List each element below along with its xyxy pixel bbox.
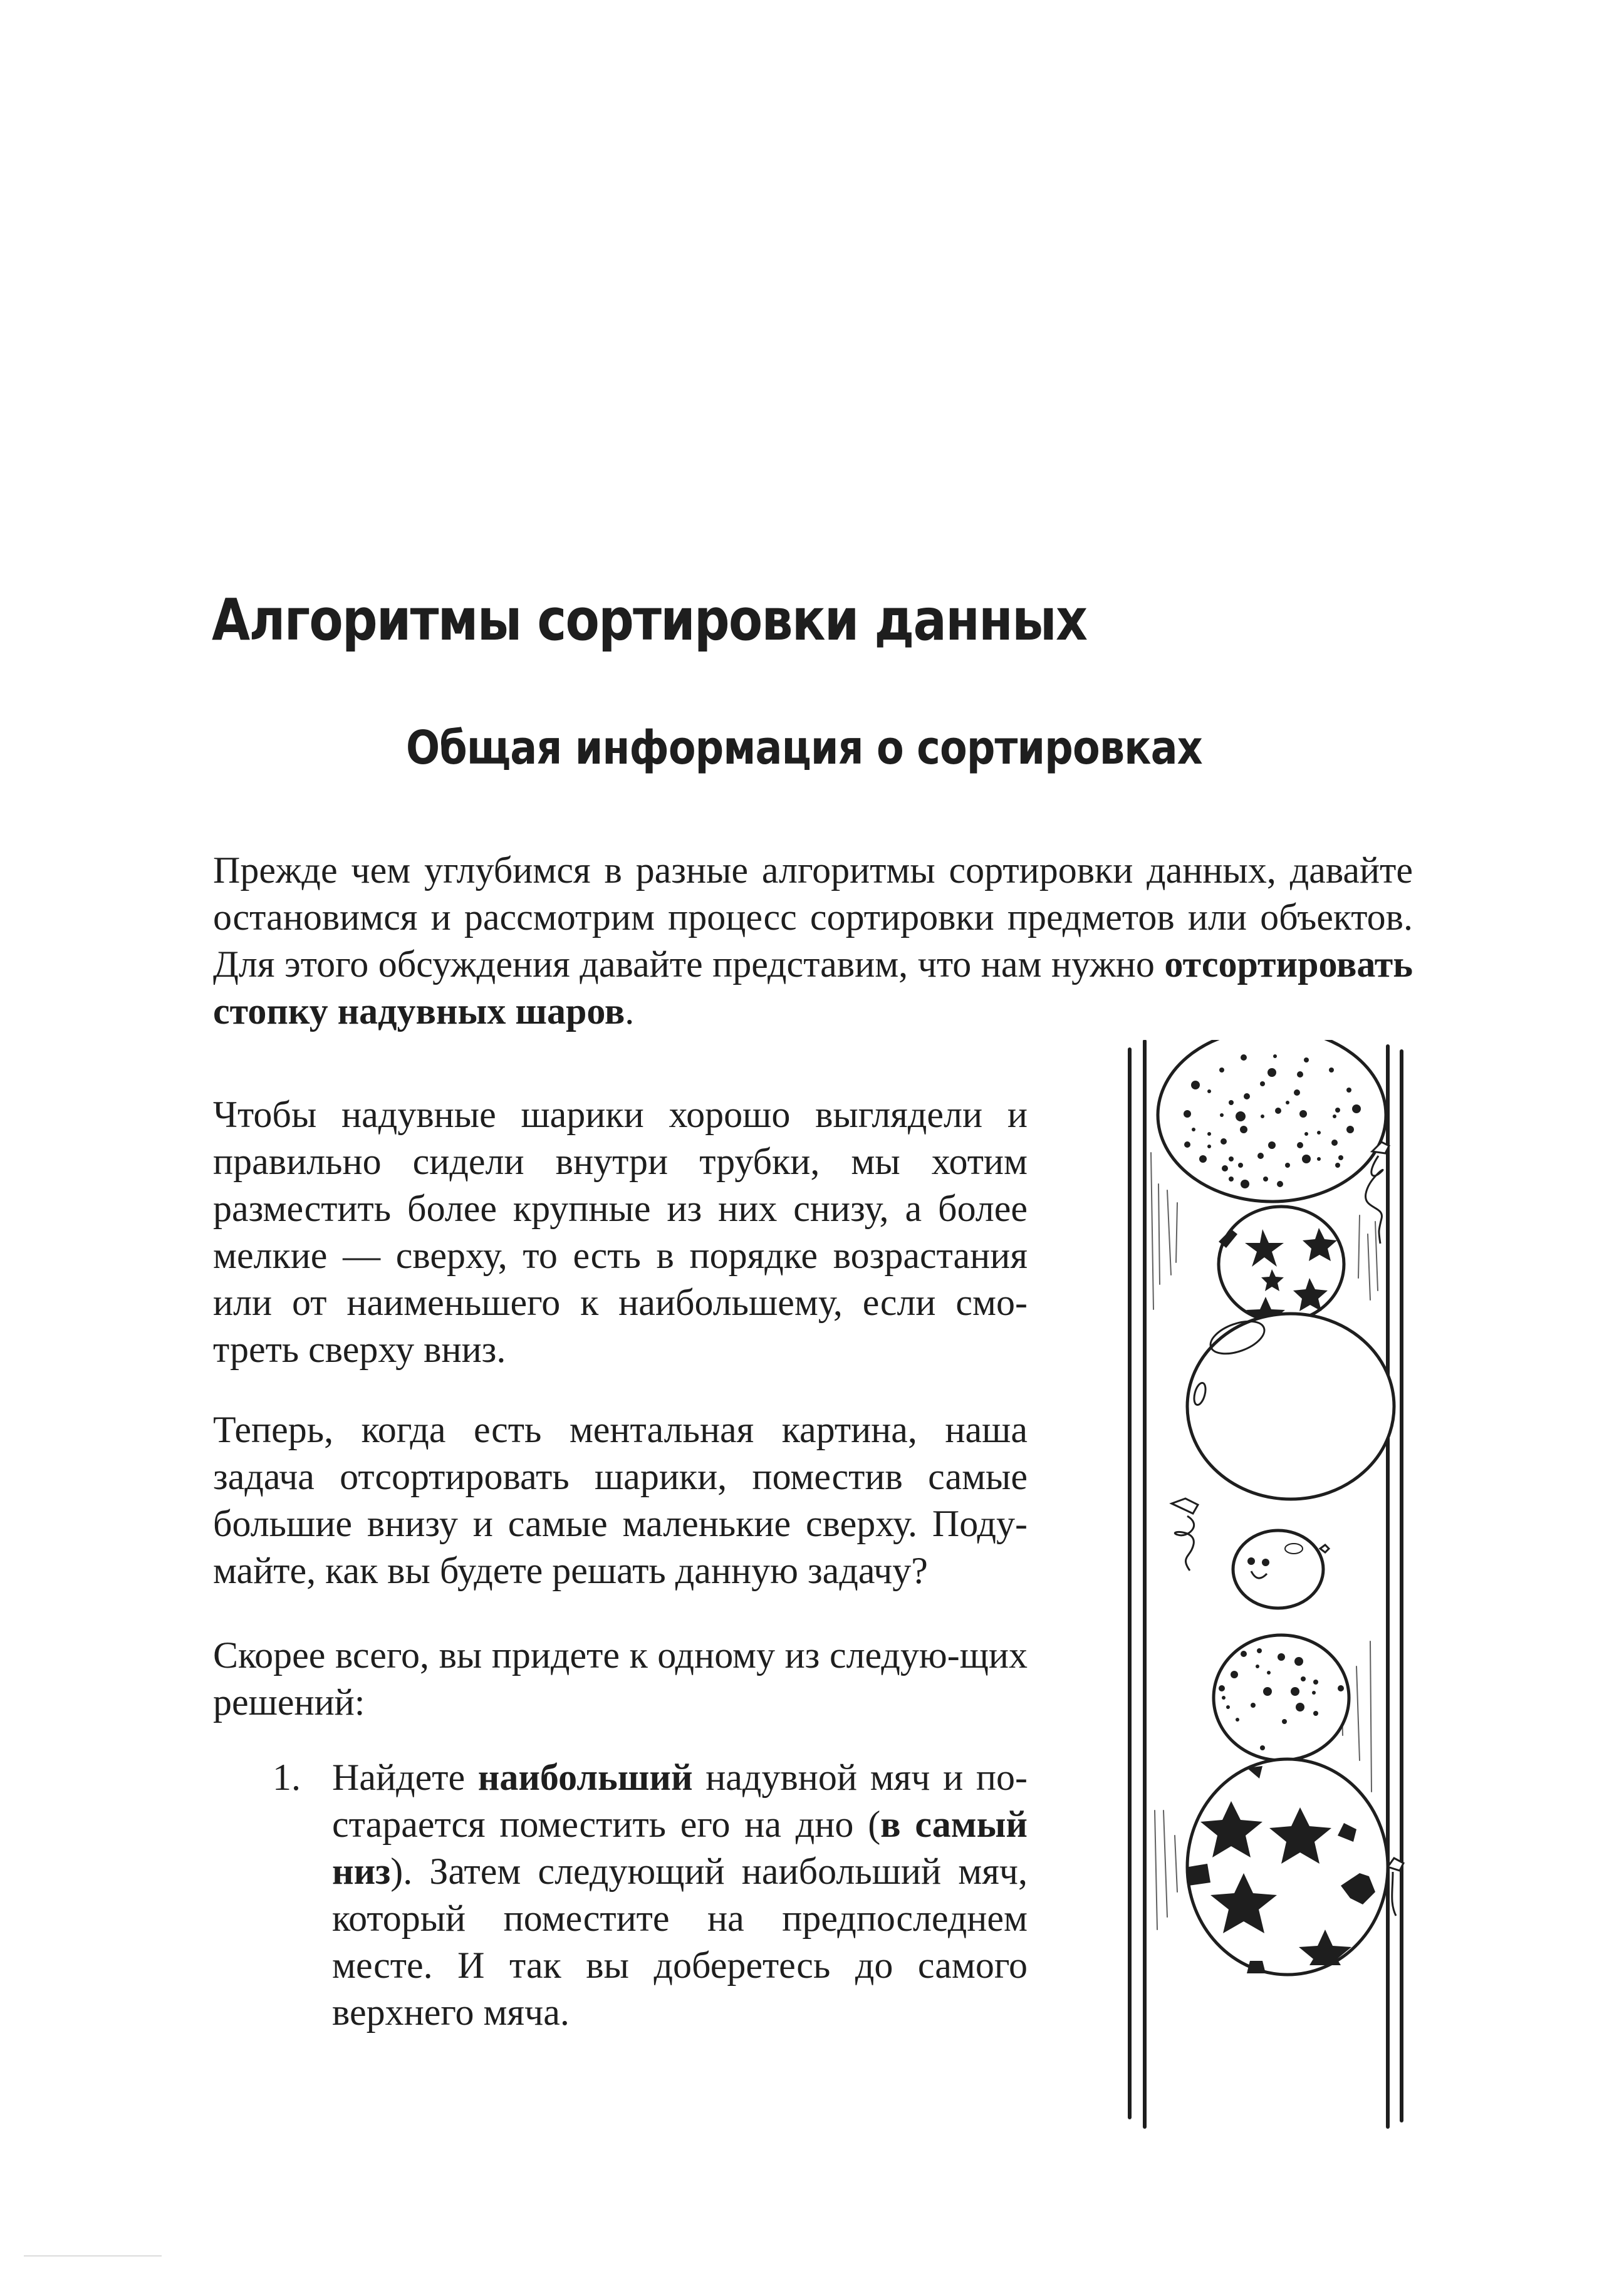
balloon-dotted-small xyxy=(1214,1635,1349,1760)
balloons-in-tube-icon xyxy=(1112,1040,1425,2130)
balloon-stars-small xyxy=(1219,1207,1344,1325)
list-item xyxy=(213,1754,1028,2036)
intro-bold-phrase: отсортировать стопку надувных шаров xyxy=(213,943,1413,1032)
section-subtitle: Общая информация о сортировках xyxy=(406,721,1202,775)
list-text-2: надувной мяч и по-старается поместить его на дно ( xyxy=(332,1757,1028,1845)
list-text-3: ). Затем следующий наибольший мяч, который поместите на предпоследнем месте. И так вы доберетесь до самого верхнего мяча. xyxy=(332,1851,1028,2033)
intro-text-start: Прежде чем углубимся в разные алгоритмы сортировки данных, давайте остановимся и рассмотрим процесс сортировки предметов или объектов. Для этого обсуждения давайте представим, что нам нужно xyxy=(213,849,1413,985)
solutions-list xyxy=(213,1754,1028,2036)
list-number: 1. xyxy=(273,1757,301,1798)
balloon-string xyxy=(1175,1516,1194,1571)
list-bold-1: наибольший xyxy=(477,1757,693,1798)
paragraph-3: Скорее всего, вы придете к одному из следую-щих решений: xyxy=(213,1634,1028,1723)
footer-divider xyxy=(24,2255,162,2257)
balloon-smiley-tiny xyxy=(1233,1530,1329,1608)
page-title: Алгоритмы сортировки данных xyxy=(212,586,1087,653)
intro-paragraph xyxy=(213,847,1413,1035)
paragraph-2: Теперь, когда есть ментальная картина, наша задача отсортировать шарики, поместив самые большие внизу и самые маленькие сверху. Поду-майте, как вы будете решать данную задачу? xyxy=(213,1409,1028,1591)
list-text-1: Найдете xyxy=(332,1757,478,1798)
list-bold-2: в самый низ xyxy=(332,1804,1028,1892)
paragraph-1: Чтобы надувные шарики хорошо выглядели и правильно сидели внутри трубки, мы хотим разместить более крупные из них снизу, а более мелкие — сверху, то есть в порядке возрастания или от наименьшего к наибольшему, если смо-треть сверху вниз. xyxy=(213,1094,1028,1370)
balloon-plain-large xyxy=(1172,1314,1394,1514)
intro-text-end: . xyxy=(625,990,635,1032)
